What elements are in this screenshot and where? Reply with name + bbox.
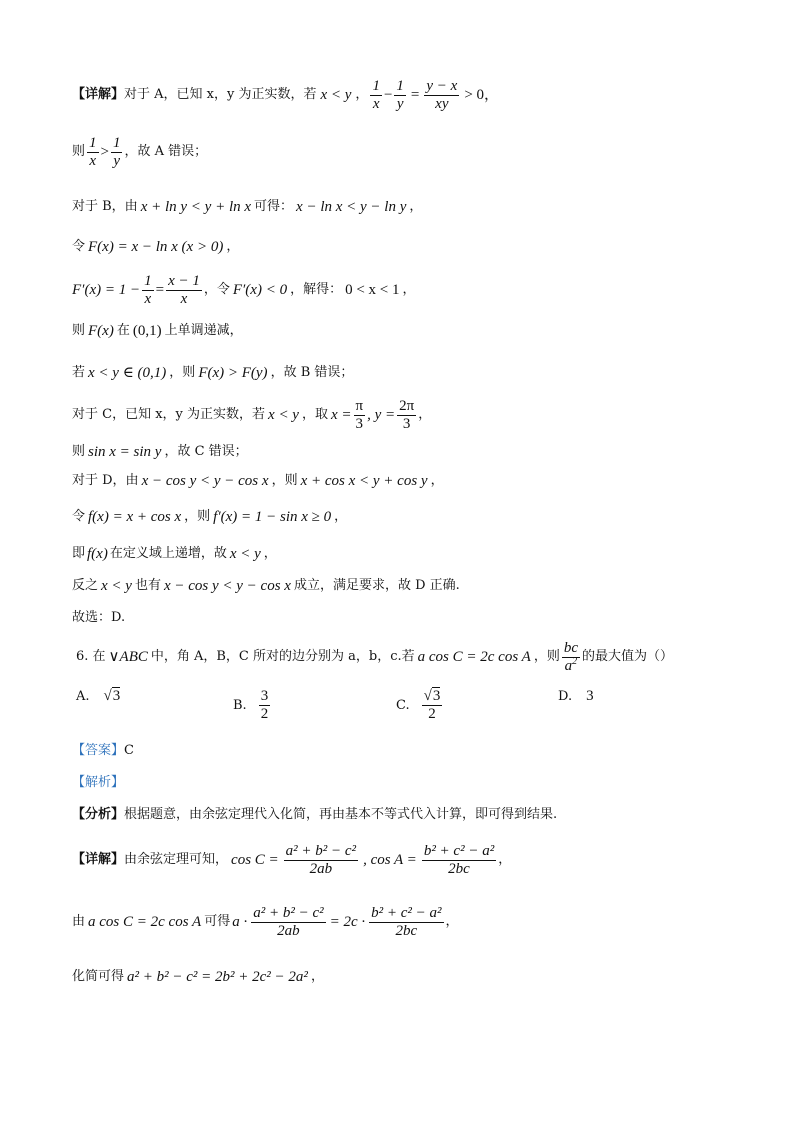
math: x < y [229, 546, 261, 562]
detail-tag: 【详解】 [72, 87, 125, 103]
fraction: $\frac{\text{a² + b² − c²}}{2ab}$ [285, 843, 357, 877]
math: F′(x) < 0 [232, 282, 288, 298]
detail-D-1 [72, 472, 444, 490]
fraction: $\frac{√3}{2}$ [423, 688, 441, 722]
question-6 [76, 640, 673, 674]
text: ，故 A 错误； [124, 144, 208, 160]
choice-conclusion [72, 610, 125, 626]
analysis-tag: 【解析】 [72, 775, 125, 790]
text: ， [334, 509, 348, 525]
text: 根据题意，由余弦定理代入化简，再由基本不等式代入计算，即可得到结果. [124, 807, 558, 822]
text: 反之 [72, 578, 99, 594]
math: x < y ∈ (0,1) [88, 365, 167, 381]
detail-B-5 [72, 364, 353, 382]
detail-B-4 [72, 322, 243, 340]
option-label: B. [233, 697, 247, 713]
math: x = [330, 407, 352, 423]
text: 则 [72, 444, 86, 460]
sqrt: √3 [103, 688, 121, 704]
text: 令 [72, 239, 86, 255]
math: (0,1) [132, 323, 162, 339]
answer-tag: 【答案】 [72, 743, 125, 758]
question-number: 6. 在 [76, 649, 106, 665]
fraction: $\frac{1}{y}$ [396, 78, 404, 112]
text: ，取 [301, 407, 328, 423]
math: ∨ABC [108, 649, 148, 665]
text: 对于 D，由 [72, 473, 139, 489]
fraction: $\frac{x - 1}{x}$ [168, 273, 200, 307]
math: x < y [320, 87, 352, 103]
text: 对于 C，已知 x，y 为正实数，若 [72, 407, 266, 423]
math: F(x) > F(y) [198, 365, 268, 381]
a-squared: $a^2$ [564, 655, 578, 674]
analysis-heading [72, 775, 124, 791]
fraction: $\frac{\text{b² + c² − a²}}{2bc}$ [423, 843, 495, 877]
detail-A-line [72, 78, 499, 112]
text: ，则 [169, 365, 196, 381]
text: ， [355, 87, 369, 103]
text: ，则 [533, 649, 560, 665]
text: ， [430, 473, 444, 489]
detail-D-2 [72, 508, 347, 526]
text: ， [498, 852, 512, 868]
solution-line-3 [72, 968, 324, 986]
math: = [410, 87, 420, 103]
math: 0 < x < 1 [345, 282, 400, 298]
solution-line-2 [72, 905, 459, 939]
option-label: A. [76, 689, 90, 704]
fraction: $\frac{\text{a² + b² − c²}}{2ab}$ [253, 905, 324, 939]
math: = 2c · [329, 914, 366, 930]
fraction: $\frac{\text{b² + c² − a²}}{2bc}$ [371, 905, 442, 939]
option-value: 3 [586, 688, 594, 704]
detail-B-1 [72, 198, 422, 216]
fraction: $\frac{\pi}{3}$ [355, 398, 364, 432]
text: 化简可得 [72, 969, 125, 985]
math: a · [232, 914, 248, 930]
text: 可得： [254, 199, 294, 215]
option-label: D. [558, 689, 573, 704]
math: x < y [101, 578, 132, 594]
math: F′(x) = 1 − [72, 282, 141, 298]
text: 的最大值为（） [582, 649, 674, 665]
math: = [155, 282, 165, 298]
fenxi-line [72, 807, 557, 823]
text: ，令 [203, 282, 230, 298]
math: f(x) = x + cos x [88, 509, 182, 525]
option-A[interactable] [76, 688, 120, 705]
fenxi-tag: 【分析】 [72, 807, 125, 822]
text: 对于 B，由 [72, 199, 138, 215]
math: − [383, 87, 393, 103]
math: , cos A = [363, 852, 417, 868]
fraction: $\frac{1}{x}$ [372, 78, 380, 112]
math: x + cos x < y + cos y [300, 473, 428, 489]
fraction: $\frac{y - x}{xy}$ [426, 78, 458, 112]
fraction: $\frac{1}{x}$ [89, 135, 97, 169]
fraction: $\frac{2\pi}{3}$ [399, 398, 415, 432]
text: 在定义域上递增，故 [109, 546, 227, 562]
math: cos C = [231, 852, 279, 868]
detail-A-conclusion [72, 135, 207, 169]
solution-line-1 [72, 843, 511, 877]
text: ， [445, 914, 459, 930]
option-D[interactable] [558, 688, 594, 705]
option-B[interactable] [233, 688, 272, 722]
math: F(x) [88, 323, 114, 339]
math: a cos C = 2c cos A [417, 649, 531, 665]
math: x < y [268, 407, 299, 423]
detail-tag: 【详解】 [72, 852, 125, 868]
fraction: $\frac{1}{y}$ [112, 135, 121, 169]
text: 也有 [134, 578, 161, 594]
text: 可得 [204, 914, 231, 930]
answer-value: C [124, 743, 134, 758]
text: 由 [72, 914, 86, 930]
text: 由余弦定理可知， [124, 852, 229, 868]
text: ，解得： [290, 282, 343, 298]
option-C[interactable] [396, 688, 444, 722]
math: f′(x) = 1 − sin x ≥ 0 [213, 509, 332, 525]
text: ，故 B 错误； [270, 365, 354, 381]
text: 中，角 A，B，C 所对的边分别为 a，b，c.若 [150, 649, 415, 665]
math: , y = [367, 407, 396, 423]
math: sin x = sin y [88, 444, 162, 460]
text: 若 [72, 365, 86, 381]
text: 在 [116, 323, 130, 339]
math: a² + b² − c² = 2b² + 2c² − 2a² [127, 969, 308, 985]
text: ， [310, 969, 324, 985]
detail-C-2 [72, 443, 248, 461]
detail-B-3 [72, 273, 416, 307]
math: x + ln y < y + ln x [140, 199, 252, 215]
text: ， [418, 407, 432, 423]
text: ，则 [184, 509, 211, 525]
math: > 0， [464, 87, 500, 103]
text: ， [409, 199, 423, 215]
text: 则 [72, 144, 86, 160]
fraction: $\frac{3}{2}$ [260, 688, 269, 722]
fraction: $\frac{1}{x}$ [144, 273, 152, 307]
fraction: $\frac{bc}{a^2}$ [563, 640, 578, 674]
detail-D-4 [72, 577, 460, 595]
detail-C-1 [72, 398, 431, 432]
text: 上单调递减， [164, 323, 243, 339]
text: 即 [72, 546, 86, 562]
text: ，故 C 错误； [164, 444, 248, 460]
option-label: C. [396, 697, 410, 713]
text: 成立，满足要求，故 D 正确. [293, 578, 460, 594]
math: F(x) = x − ln x (x > 0) [88, 239, 224, 255]
math: f(x) [87, 546, 108, 562]
math: a cos C = 2c cos A [88, 914, 202, 930]
answer-line [72, 743, 134, 759]
math: x − cos y < y − cos x [163, 578, 291, 594]
detail-D-3 [72, 545, 277, 563]
text: 对于 A，已知 x，y 为正实数，若 [124, 87, 317, 103]
text: ， [402, 282, 416, 298]
text: ，则 [271, 473, 298, 489]
math: x − ln x < y − ln y [296, 199, 407, 215]
text: 则 [72, 323, 86, 339]
math: x − cos y < y − cos x [141, 473, 269, 489]
text: 令 [72, 509, 86, 525]
text: ， [226, 239, 240, 255]
detail-B-2 [72, 238, 239, 256]
math: > [100, 144, 109, 160]
text: 故选：D. [72, 610, 126, 625]
text: ， [263, 546, 277, 562]
